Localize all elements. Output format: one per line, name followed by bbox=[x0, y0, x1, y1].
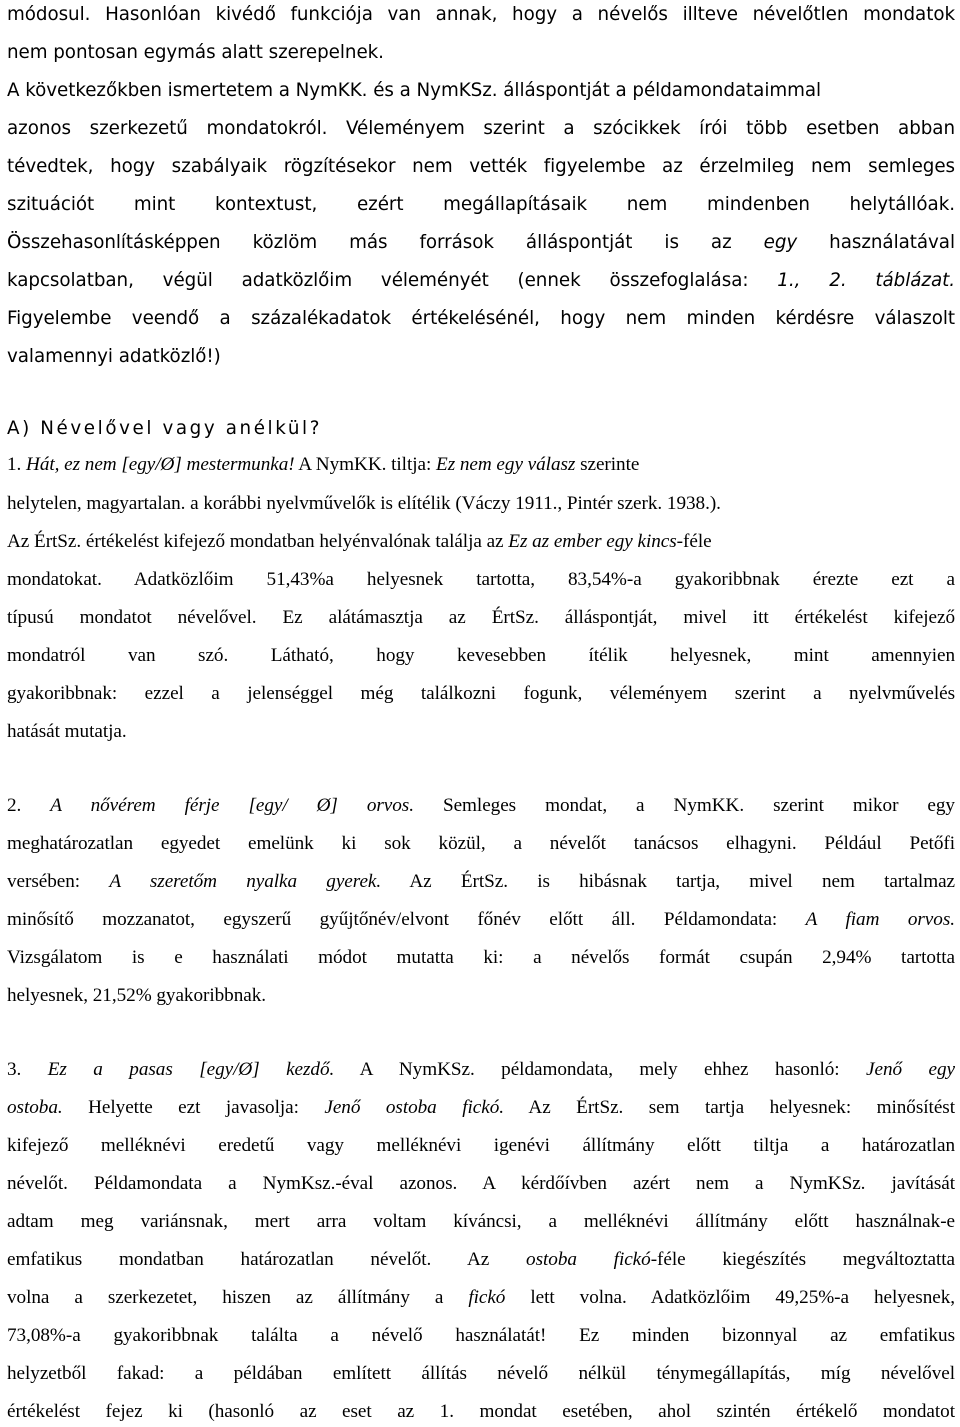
text-span: Figyelembe veendő a százalékadatok értékelésénél, hogy nem minden kérdésre válaszolt bbox=[7, 308, 955, 329]
text-span: -féle bbox=[676, 531, 712, 552]
text-span: versében: bbox=[7, 871, 110, 892]
text-line bbox=[7, 1359, 955, 1389]
text-line bbox=[7, 565, 955, 595]
text-span: Helyette ezt javasolja: bbox=[62, 1097, 325, 1118]
text-line bbox=[7, 38, 955, 68]
text-span: A) Névelővel vagy anélkül? bbox=[7, 418, 323, 439]
italic-text: ostoba fickó bbox=[526, 1249, 651, 1270]
text-span: értékelést fejez ki (hasonló az eset az 1. mondat esetében, ahol szintén értékelő mondatot bbox=[7, 1401, 955, 1422]
text-span: Az ÉrtSz. értékelést kifejező mondatban helyénvalónak találja az bbox=[7, 531, 509, 552]
text-span: helyzetből fakad: a példában említett állítás névelő nélkül ténymegállapítás, míg névelővel bbox=[7, 1363, 955, 1384]
text-line bbox=[7, 679, 955, 709]
text-span: típusú mondatot névelővel. Ez alátámasztja az ÉrtSz. álláspontját, mivel itt értékelést kifejező bbox=[7, 607, 955, 628]
text-span: kapcsolatban, végül adatközlőim véleményét (ennek összefoglalása: bbox=[7, 270, 778, 291]
text-line bbox=[7, 228, 955, 258]
italic-text: A nővérem férje [egy/ Ø] orvos. bbox=[50, 795, 414, 816]
text-line bbox=[7, 1169, 955, 1199]
italic-text: egy bbox=[763, 232, 798, 253]
text-span: Összehasonlításképpen közlöm más források álláspontját is az bbox=[7, 232, 764, 253]
text-line bbox=[7, 829, 955, 859]
text-line bbox=[7, 152, 955, 182]
text-line bbox=[7, 489, 955, 519]
text-span: szerinte bbox=[575, 454, 640, 475]
text-line bbox=[7, 1397, 955, 1427]
text-line bbox=[7, 114, 955, 144]
text-span: Az ÉrtSz. sem tartja helyesnek: minősítést bbox=[504, 1097, 955, 1118]
text-span: tévedtek, hogy szabályaik rögzítésekor nem vették figyelembe az érzelmileg nem semleges bbox=[7, 156, 955, 177]
text-line bbox=[7, 641, 955, 671]
text-span: adtam meg variánsnak, mert arra voltam kíváncsi, a melléknévi állítmány előtt használnak-e bbox=[7, 1211, 955, 1232]
text-line bbox=[7, 76, 955, 106]
text-line bbox=[7, 1131, 955, 1161]
text-span: lett volna. Adatközlőim 49,25%-a helyesnek, bbox=[505, 1287, 955, 1308]
text-line bbox=[7, 1207, 955, 1237]
text-span: helytelen, magyartalan. a korábbi nyelvművelők is elítélik (Váczy 1911., Pintér szerk. 1938.). bbox=[7, 493, 721, 514]
text-span: 73,08%-a gyakoribbnak találta a névelő használatát! Ez minden bizonnyal az emfatikus bbox=[7, 1325, 955, 1346]
italic-text: Jenő egy bbox=[866, 1059, 955, 1080]
text-span: volna a szerkezetet, hiszen az állítmány a bbox=[7, 1287, 469, 1308]
text-span: gyakoribbnak: ezzel a jelenséggel még találkozni fogunk, véleményem szerint a nyelvművelés bbox=[7, 683, 955, 704]
italic-text: Hát, ez nem [egy/Ø] mestermunka! bbox=[26, 454, 295, 475]
section-heading bbox=[7, 414, 955, 444]
text-span: 2. bbox=[7, 795, 51, 816]
text-span: szituációt mint kontextust, ezért megállapításaik nem mindenben helytállóak. bbox=[7, 194, 955, 215]
text-line bbox=[7, 603, 955, 633]
text-line bbox=[7, 342, 955, 372]
text-line bbox=[7, 905, 955, 935]
text-line bbox=[7, 981, 955, 1011]
italic-text: Ez az ember egy kincs bbox=[508, 531, 677, 552]
text-span: mondatokat. Adatközlőim 51,43%a helyesnek tartotta, 83,54%-a gyakoribbnak érezte ezt a bbox=[7, 569, 955, 590]
text-span: -féle kiegészítés megváltoztatta bbox=[650, 1249, 955, 1270]
text-line bbox=[7, 1055, 955, 1085]
text-span: meghatározatlan egyedet emelünk ki sok közül, a névelőt tanácsos elhagyni. Például Petőfi bbox=[7, 833, 955, 854]
text-span: azonos szerkezetű mondatokról. Véleményem szerint a szócikkek írói több esetben abban bbox=[7, 118, 955, 139]
text-line bbox=[7, 450, 955, 480]
text-line bbox=[7, 867, 955, 897]
italic-text: Jenő ostoba fickó. bbox=[324, 1097, 504, 1118]
text-span: emfatikus mondatban határozatlan névelőt. Az bbox=[7, 1249, 527, 1270]
text-line bbox=[7, 791, 955, 821]
text-span: A NymKSz. példamondata, mely ehhez hasonló: bbox=[334, 1059, 867, 1080]
text-span: nem pontosan egymás alatt szerepelnek. bbox=[7, 42, 384, 63]
text-span: helyesnek, 21,52% gyakoribbnak. bbox=[7, 985, 267, 1006]
text-span: kifejező melléknévi eredetű vagy melléknévi igenévi állítmány előtt tiltja a határozatlan bbox=[7, 1135, 955, 1156]
italic-text: Ez a pasas [egy/Ø] kezdő. bbox=[47, 1059, 335, 1080]
text-span: Az ÉrtSz. is hibásnak tartja, mivel nem tartalmaz bbox=[381, 871, 955, 892]
text-span: minősítő mozzanatot, egyszerű gyűjtőnév/elvont főnév előtt áll. Példamondata: bbox=[7, 909, 806, 930]
italic-text: Ez nem egy válasz bbox=[436, 454, 576, 475]
text-line bbox=[7, 943, 955, 973]
italic-text: fickó bbox=[468, 1287, 506, 1308]
text-span: módosul. Hasonlóan kivédő funkciója van annak, hogy a névelős illteve névelőtlen mondatok bbox=[7, 4, 955, 25]
text-line bbox=[7, 266, 955, 296]
text-line bbox=[7, 1245, 955, 1275]
italic-text: A fiam orvos. bbox=[805, 909, 955, 930]
text-span: A NymKK. tiltja: bbox=[294, 454, 437, 475]
text-line bbox=[7, 0, 955, 30]
text-line bbox=[7, 527, 955, 557]
text-span: 1. bbox=[7, 454, 27, 475]
text-span: használatával bbox=[797, 232, 955, 253]
italic-text: ostoba. bbox=[7, 1097, 63, 1118]
text-span: valamennyi adatközlő!) bbox=[7, 346, 221, 367]
italic-text: 1., 2. táblázat. bbox=[777, 270, 955, 291]
text-line bbox=[7, 1283, 955, 1313]
text-span: névelőt. Példamondata a NymKsz.-éval azonos. A kérdőívben azért nem a NymKSz. javítását bbox=[7, 1173, 955, 1194]
text-line bbox=[7, 190, 955, 220]
text-span: A következőkben ismertetem a NymKK. és a NymKSz. álláspontját a példamondataimmal bbox=[7, 80, 822, 101]
text-span: mondatról van szó. Látható, hogy kevesebben ítélik helyesnek, mint amennyien bbox=[7, 645, 955, 666]
text-line bbox=[7, 717, 955, 747]
text-span: hatását mutatja. bbox=[7, 721, 127, 742]
text-line bbox=[7, 1093, 955, 1123]
text-line bbox=[7, 304, 955, 334]
text-line bbox=[7, 1321, 955, 1351]
italic-text: A szeretőm nyalka gyerek. bbox=[109, 871, 382, 892]
text-span: 3. bbox=[7, 1059, 48, 1080]
text-span: Semleges mondat, a NymKK. szerint mikor egy bbox=[413, 795, 955, 816]
text-span: Vizsgálatom is e használati módot mutatta ki: a névelős formát csupán 2,94% tartotta bbox=[7, 947, 955, 968]
